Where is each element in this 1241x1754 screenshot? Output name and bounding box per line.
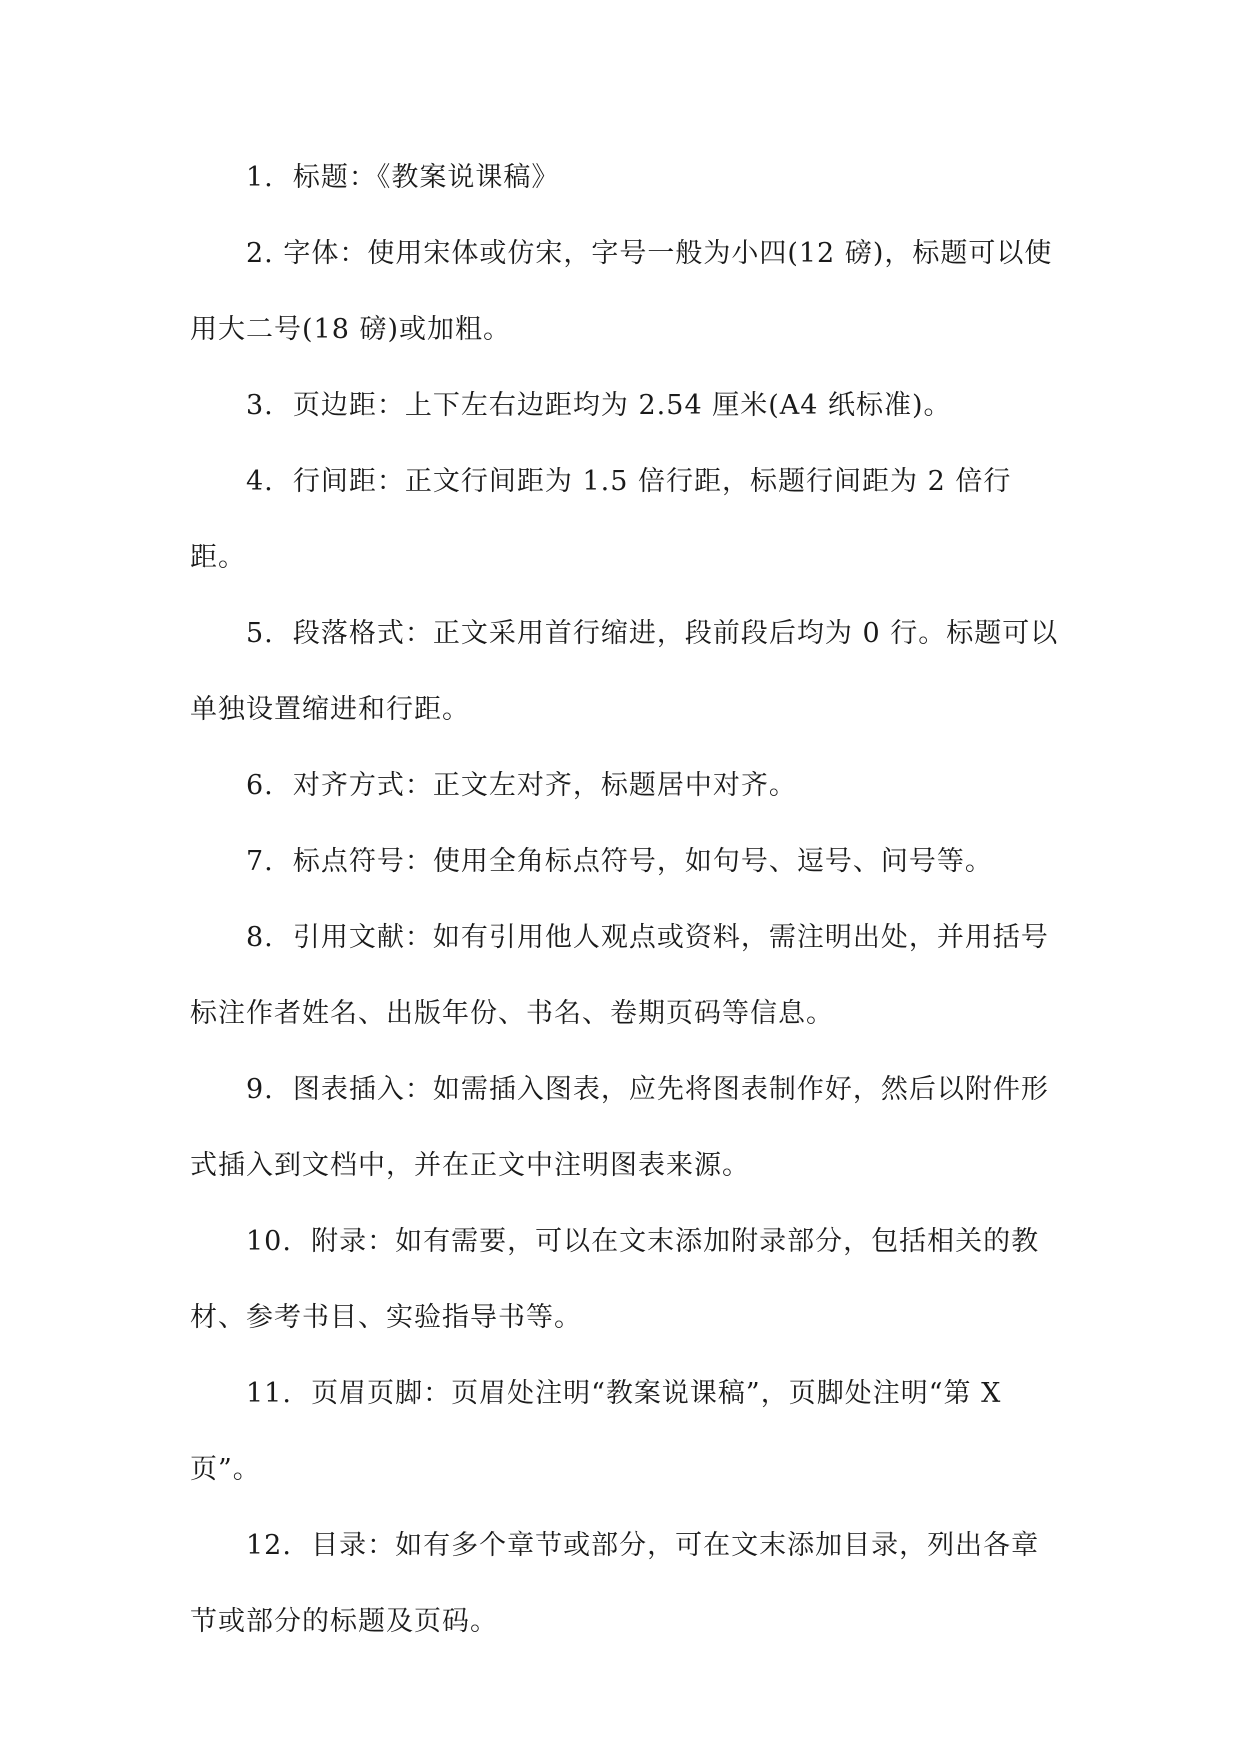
list-item-3: 3. 页边距：上下左右边距均为 2.54 厘米(A4 纸标准)。 bbox=[246, 390, 952, 421]
document-body bbox=[190, 140, 1062, 1660]
list-item-7: 7. 标点符号：使用全角标点符号，如句号、逗号、问号等。 bbox=[246, 846, 993, 877]
list-item-10: 10. 附录：如有需要，可以在文末添加附录部分，包括相关的教材、参考书目、实验指导书等。 bbox=[190, 1226, 1040, 1333]
list-item-5: 5. 段落格式：正文采用首行缩进，段前段后均为 0 行。标题可以单独设置缩进和行距。 bbox=[190, 618, 1059, 725]
list-item-9: 9. 图表插入：如需插入图表，应先将图表制作好，然后以附件形式插入到文档中，并在正文中注明图表来源。 bbox=[190, 1074, 1049, 1181]
list-item-11: 11. 页眉页脚：页眉处注明“教案说课稿”，页脚处注明“第 X 页”。 bbox=[190, 1378, 1011, 1485]
list-item-8: 8. 引用文献：如有引用他人观点或资料，需注明出处，并用括号标注作者姓名、出版年份、书名、卷期页码等信息。 bbox=[190, 922, 1049, 1029]
list-item-4: 4. 行间距：正文行间距为 1.5 倍行距，标题行间距为 2 倍行距。 bbox=[190, 466, 1012, 573]
list-item-2: 2. 字体：使用宋体或仿宋，字号一般为小四(12 磅)，标题可以使用大二号(18 磅)或加粗。 bbox=[190, 238, 1053, 345]
list-item-1: 1. 标题：《教案说课稿》 bbox=[246, 162, 560, 193]
list-item-12: 12. 目录：如有多个章节或部分，可在文末添加目录，列出各章节或部分的标题及页码。 bbox=[190, 1530, 1040, 1637]
list-item-6: 6. 对齐方式：正文左对齐，标题居中对齐。 bbox=[246, 770, 797, 801]
